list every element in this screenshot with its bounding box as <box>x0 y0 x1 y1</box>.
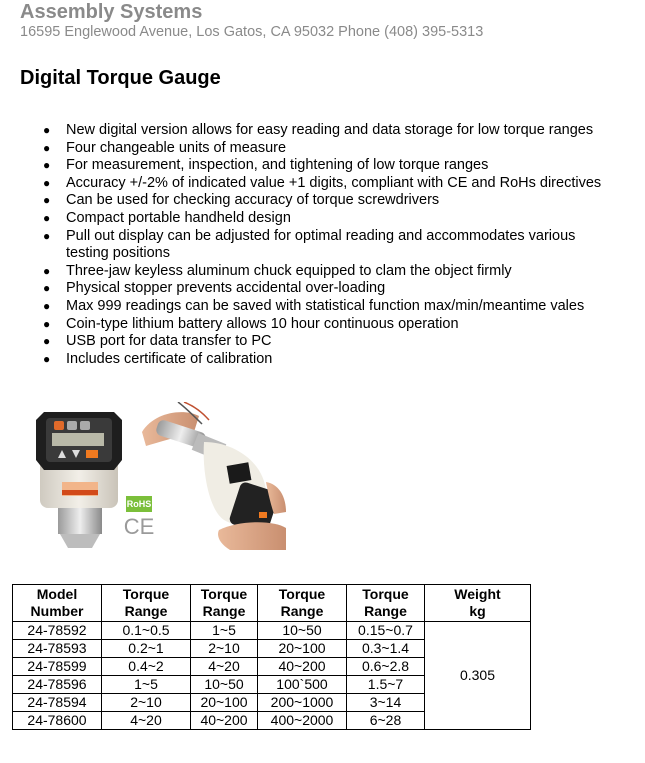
table-header-row <box>13 585 531 622</box>
feature-item: ● Accuracy +/-2% of indicated value +1 digits, compliant with CE and RoHs directives <box>43 174 602 191</box>
company-name: Assembly Systems <box>20 1 203 23</box>
table-cell: 100`500 <box>258 676 347 694</box>
table-cell: 10~50 <box>258 622 347 640</box>
table-cell: 0.1~0.5 <box>102 622 191 640</box>
feature-item: ● New digital version allows for easy reading and data storage for low torque ranges <box>43 122 594 138</box>
ce-mark: CE <box>123 514 155 539</box>
table-row <box>13 622 531 640</box>
feature-item: ● Pull out display can be adjusted for optimal reading and accommodates various testing positions <box>43 227 576 262</box>
feature-item: ● Compact portable handheld design <box>43 209 291 226</box>
feature-item: ● Four changeable units of measure <box>43 139 287 156</box>
model-number: 24-78594 <box>13 694 102 712</box>
bullet-icon: ● <box>43 175 51 190</box>
feature-item: ● For measurement, inspection, and tightening of low torque ranges <box>43 157 489 174</box>
table-cell: 4~20 <box>102 712 191 730</box>
bullet-icon: ● <box>43 193 51 208</box>
weight-value: 0.305 <box>425 622 531 730</box>
feature-item: ● Physical stopper prevents accidental over-loading <box>43 280 386 297</box>
bullet-icon: ● <box>43 123 51 137</box>
table-cell: 40~200 <box>258 658 347 676</box>
model-number: 24-78593 <box>13 640 102 658</box>
column-header-torque-range: Torque Range <box>347 585 425 622</box>
table-cell: 0.3~1.4 <box>347 640 425 658</box>
bullet-icon: ● <box>43 210 51 225</box>
company-address: 16595 Englewood Avenue, Los Gatos, CA 95032 Phone (408) 395-5313 <box>20 24 484 40</box>
table-cell: 20~100 <box>258 640 347 658</box>
column-header-model: Model Number <box>13 585 102 622</box>
feature-item: ● Three-jaw keyless aluminum chuck equipped to clam the object firmly <box>43 262 512 279</box>
bullet-icon: ● <box>43 228 51 243</box>
table-cell: 6~28 <box>347 712 425 730</box>
bullet-icon: ● <box>43 263 51 278</box>
column-header-torque-range: Torque Range <box>102 585 191 622</box>
model-number: 24-78596 <box>13 676 102 694</box>
column-header-torque-range: Torque Range <box>258 585 347 622</box>
model-number: 24-78599 <box>13 658 102 676</box>
column-header-weight: Weight kg <box>425 585 531 622</box>
rohs-badge: RoHS <box>126 499 152 509</box>
table-cell: 0.4~2 <box>102 658 191 676</box>
specification-table <box>12 584 531 730</box>
bullet-icon: ● <box>43 316 51 331</box>
table-cell: 40~200 <box>191 712 258 730</box>
bullet-icon: ● <box>43 158 51 173</box>
feature-item: ● Max 999 readings can be saved with statistical function max/min/meantime vales <box>43 297 585 314</box>
model-number: 24-78592 <box>13 622 102 640</box>
table-cell: 2~10 <box>102 694 191 712</box>
table-cell: 200~1000 <box>258 694 347 712</box>
table-cell: 1~5 <box>191 622 258 640</box>
table-cell: 0.6~2.8 <box>347 658 425 676</box>
model-number: 24-78600 <box>13 712 102 730</box>
torque-gauge-image <box>34 402 286 550</box>
bullet-icon: ● <box>43 281 51 296</box>
column-header-torque-range: Torque Range <box>191 585 258 622</box>
table-cell: 400~2000 <box>258 712 347 730</box>
feature-item: ● Coin-type lithium battery allows 10 hour continuous operation <box>43 315 459 332</box>
table-cell: 1.5~7 <box>347 676 425 694</box>
table-cell: 0.15~0.7 <box>347 622 425 640</box>
bullet-icon: ● <box>43 298 51 313</box>
feature-list <box>0 122 640 368</box>
page-title: Digital Torque Gauge <box>20 67 221 89</box>
table-cell: 0.2~1 <box>102 640 191 658</box>
table-cell: 2~10 <box>191 640 258 658</box>
table-cell: 20~100 <box>191 694 258 712</box>
table-cell: 1~5 <box>102 676 191 694</box>
bullet-icon: ● <box>43 140 51 155</box>
table-cell: 10~50 <box>191 676 258 694</box>
table-cell: 3~14 <box>347 694 425 712</box>
bullet-icon: ● <box>43 351 51 366</box>
table-cell: 4~20 <box>191 658 258 676</box>
feature-item: ● USB port for data transfer to PC <box>43 333 272 350</box>
bullet-icon: ● <box>43 334 51 349</box>
feature-item: ● Can be used for checking accuracy of torque screwdrivers <box>43 192 440 209</box>
product-photo <box>34 402 286 550</box>
feature-item: ● Includes certificate of calibration <box>43 350 273 367</box>
